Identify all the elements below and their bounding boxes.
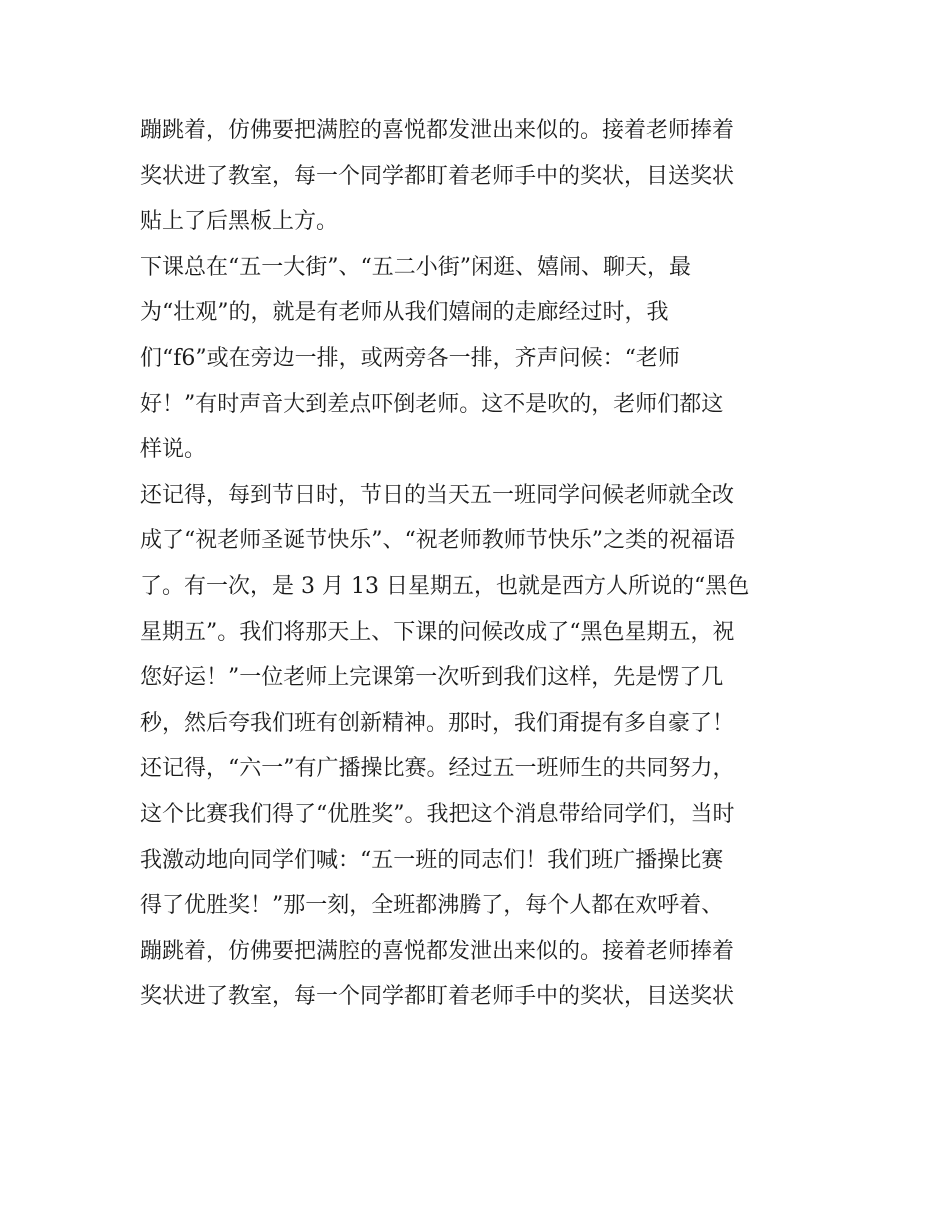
text-line: 成了“祝老师圣诞节快乐”、“祝老师教师节快乐”之类的祝福语 <box>140 528 735 554</box>
text-line: 们“f6”或在旁边一排，或两旁各一排，齐声问候：“老师 <box>140 345 680 371</box>
text-line: 我激动地向同学们喊：“五一班的同志们！我们班广播操比赛 <box>140 847 724 873</box>
text-line: 这个比赛我们得了“优胜奖”。我把这个消息带给同学们，当时 <box>140 801 735 827</box>
text-line: 星期五”。我们将那天上、下课的问候改成了“黑色星期五，祝 <box>140 619 735 645</box>
text-line: 贴上了后黑板上方。 <box>140 209 339 235</box>
text-line: 还记得，每到节日时，节日的当天五一班同学问候老师就全改 <box>140 482 735 508</box>
text-line: 得了优胜奖！”那一刻，全班都沸腾了，每个人都在欢呼着、 <box>140 893 724 919</box>
text-line: 蹦跳着，仿佛要把满腔的喜悦都发泄出来似的。接着老师捧着 <box>140 938 735 964</box>
document-body <box>140 108 820 1020</box>
text-line: 下课总在“五一大街”、“五二小街”闲逛、嬉闹、聊天，最 <box>140 254 691 280</box>
text-line: 为“壮观”的，就是有老师从我们嬉闹的走廊经过时，我 <box>140 300 669 326</box>
text-line: 还记得，“六一”有广播操比赛。经过五一班师生的共同努力， <box>140 756 735 782</box>
text-line: 秒，然后夸我们班有创新精神。那时，我们甭提有多自豪了！ <box>140 710 735 736</box>
text-line: 奖状进了教室，每一个同学都盯着老师手中的奖状，目送奖状 <box>140 163 735 189</box>
text-line: 蹦跳着，仿佛要把满腔的喜悦都发泄出来似的。接着老师捧着 <box>140 118 735 143</box>
text-line: 奖状进了教室，每一个同学都盯着老师手中的奖状，目送奖状 <box>140 984 735 1010</box>
text-line: 您好运！”一位老师上完课第一次听到我们这样，先是愣了几 <box>140 665 724 691</box>
text-line: 好！”有时声音大到差点吓倒老师。这不是吹的，老师们都这 <box>140 391 724 417</box>
text-line: 了。有一次，是 3 月 13 日星期五，也就是西方人所说的“黑色 <box>140 573 750 599</box>
text-line: 样说。 <box>140 437 207 463</box>
